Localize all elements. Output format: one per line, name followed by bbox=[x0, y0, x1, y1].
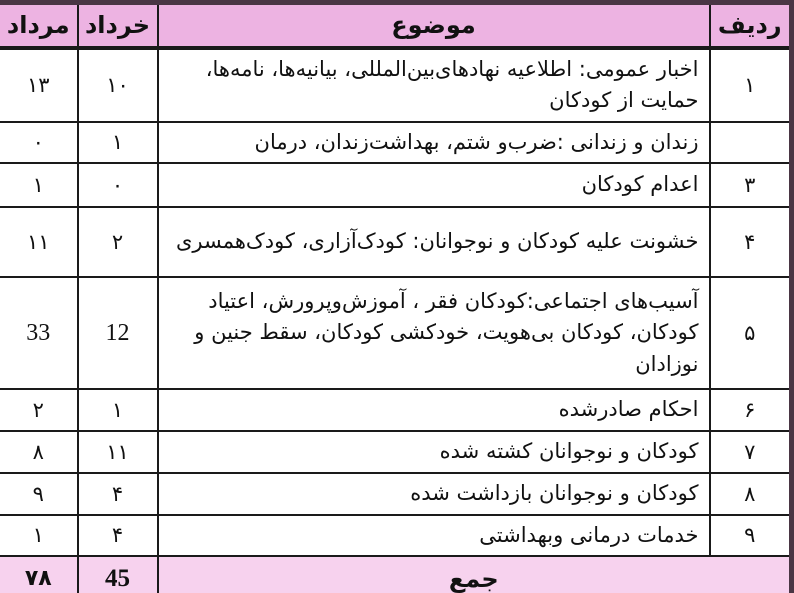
table-header bbox=[0, 3, 792, 48]
cell-mordad: ۱۱ bbox=[0, 207, 78, 277]
cell-radif: ۷ bbox=[710, 431, 792, 473]
total-mordad: ۷۸ bbox=[0, 556, 78, 593]
cell-mordad: ۱۳ bbox=[0, 48, 78, 122]
total-khordad: 45 bbox=[78, 556, 158, 593]
column-header-khordad: خرداد bbox=[78, 3, 158, 48]
cell-mordad: ۹ bbox=[0, 473, 78, 515]
cell-khordad: 12 bbox=[78, 277, 158, 389]
cell-subject: خشونت علیه کودکان و نوجوانان: کودک‌آزاری، کودک‌همسری bbox=[158, 207, 710, 277]
cell-radif: ۸ bbox=[710, 473, 792, 515]
cell-radif: ۱ bbox=[710, 48, 792, 122]
column-header-radif: ردیف bbox=[710, 3, 792, 48]
cell-khordad: ۱۰ bbox=[78, 48, 158, 122]
cell-radif: ۶ bbox=[710, 389, 792, 431]
cell-khordad: ۲ bbox=[78, 207, 158, 277]
cell-radif: ۳ bbox=[710, 163, 792, 207]
table-row bbox=[0, 431, 792, 473]
cell-khordad: ۴ bbox=[78, 473, 158, 515]
cell-khordad: ۱۱ bbox=[78, 431, 158, 473]
total-label: جمع bbox=[158, 556, 792, 593]
table-row bbox=[0, 122, 792, 164]
cell-radif: ۵ bbox=[710, 277, 792, 389]
table-row bbox=[0, 277, 792, 389]
cell-khordad: ۱ bbox=[78, 389, 158, 431]
cell-mordad: ۰ bbox=[0, 122, 78, 164]
cell-subject: کودکان و نوجوانان بازداشت شده bbox=[158, 473, 710, 515]
cell-mordad: 33 bbox=[0, 277, 78, 389]
cell-subject: آسیب‌های اجتماعی:کودکان فقر ، آموزش‌وپرورش، اعتیاد کودکان، کودکان بی‌هویت، خودکشی کودکان، سقط جنین و نوزادان bbox=[158, 277, 710, 389]
table-body bbox=[0, 48, 792, 557]
table-row bbox=[0, 515, 792, 557]
cell-subject: کودکان و نوجوانان کشته شده bbox=[158, 431, 710, 473]
header-row bbox=[0, 3, 792, 48]
table-row bbox=[0, 389, 792, 431]
column-header-subject: موضوع bbox=[158, 3, 710, 48]
cell-subject: خدمات درمانی وبهداشتی bbox=[158, 515, 710, 557]
cell-radif bbox=[710, 122, 792, 164]
cell-subject: اعدام کودکان bbox=[158, 163, 710, 207]
cell-subject: اخبار عمومی: اطلاعیه نهادهای‌بین‌المللی، بیانیه‌ها، نامه‌ها، حمایت از کودکان bbox=[158, 48, 710, 122]
table-row bbox=[0, 473, 792, 515]
column-header-mordad: مرداد bbox=[0, 3, 78, 48]
cell-mordad: ۲ bbox=[0, 389, 78, 431]
cell-khordad: ۱ bbox=[78, 122, 158, 164]
table-footer bbox=[0, 556, 792, 593]
table-row bbox=[0, 163, 792, 207]
cell-subject: زندان و زندانی :ضرب‌و شتم، بهداشت‌زندان، درمان bbox=[158, 122, 710, 164]
cell-khordad: ۰ bbox=[78, 163, 158, 207]
cell-mordad: ۱ bbox=[0, 515, 78, 557]
cell-radif: ۴ bbox=[710, 207, 792, 277]
total-row bbox=[0, 556, 792, 593]
table-row bbox=[0, 48, 792, 122]
cell-subject: احکام صادرشده bbox=[158, 389, 710, 431]
cell-khordad: ۴ bbox=[78, 515, 158, 557]
cell-radif: ۹ bbox=[710, 515, 792, 557]
cell-mordad: ۱ bbox=[0, 163, 78, 207]
table-row bbox=[0, 207, 792, 277]
cell-mordad: ۸ bbox=[0, 431, 78, 473]
